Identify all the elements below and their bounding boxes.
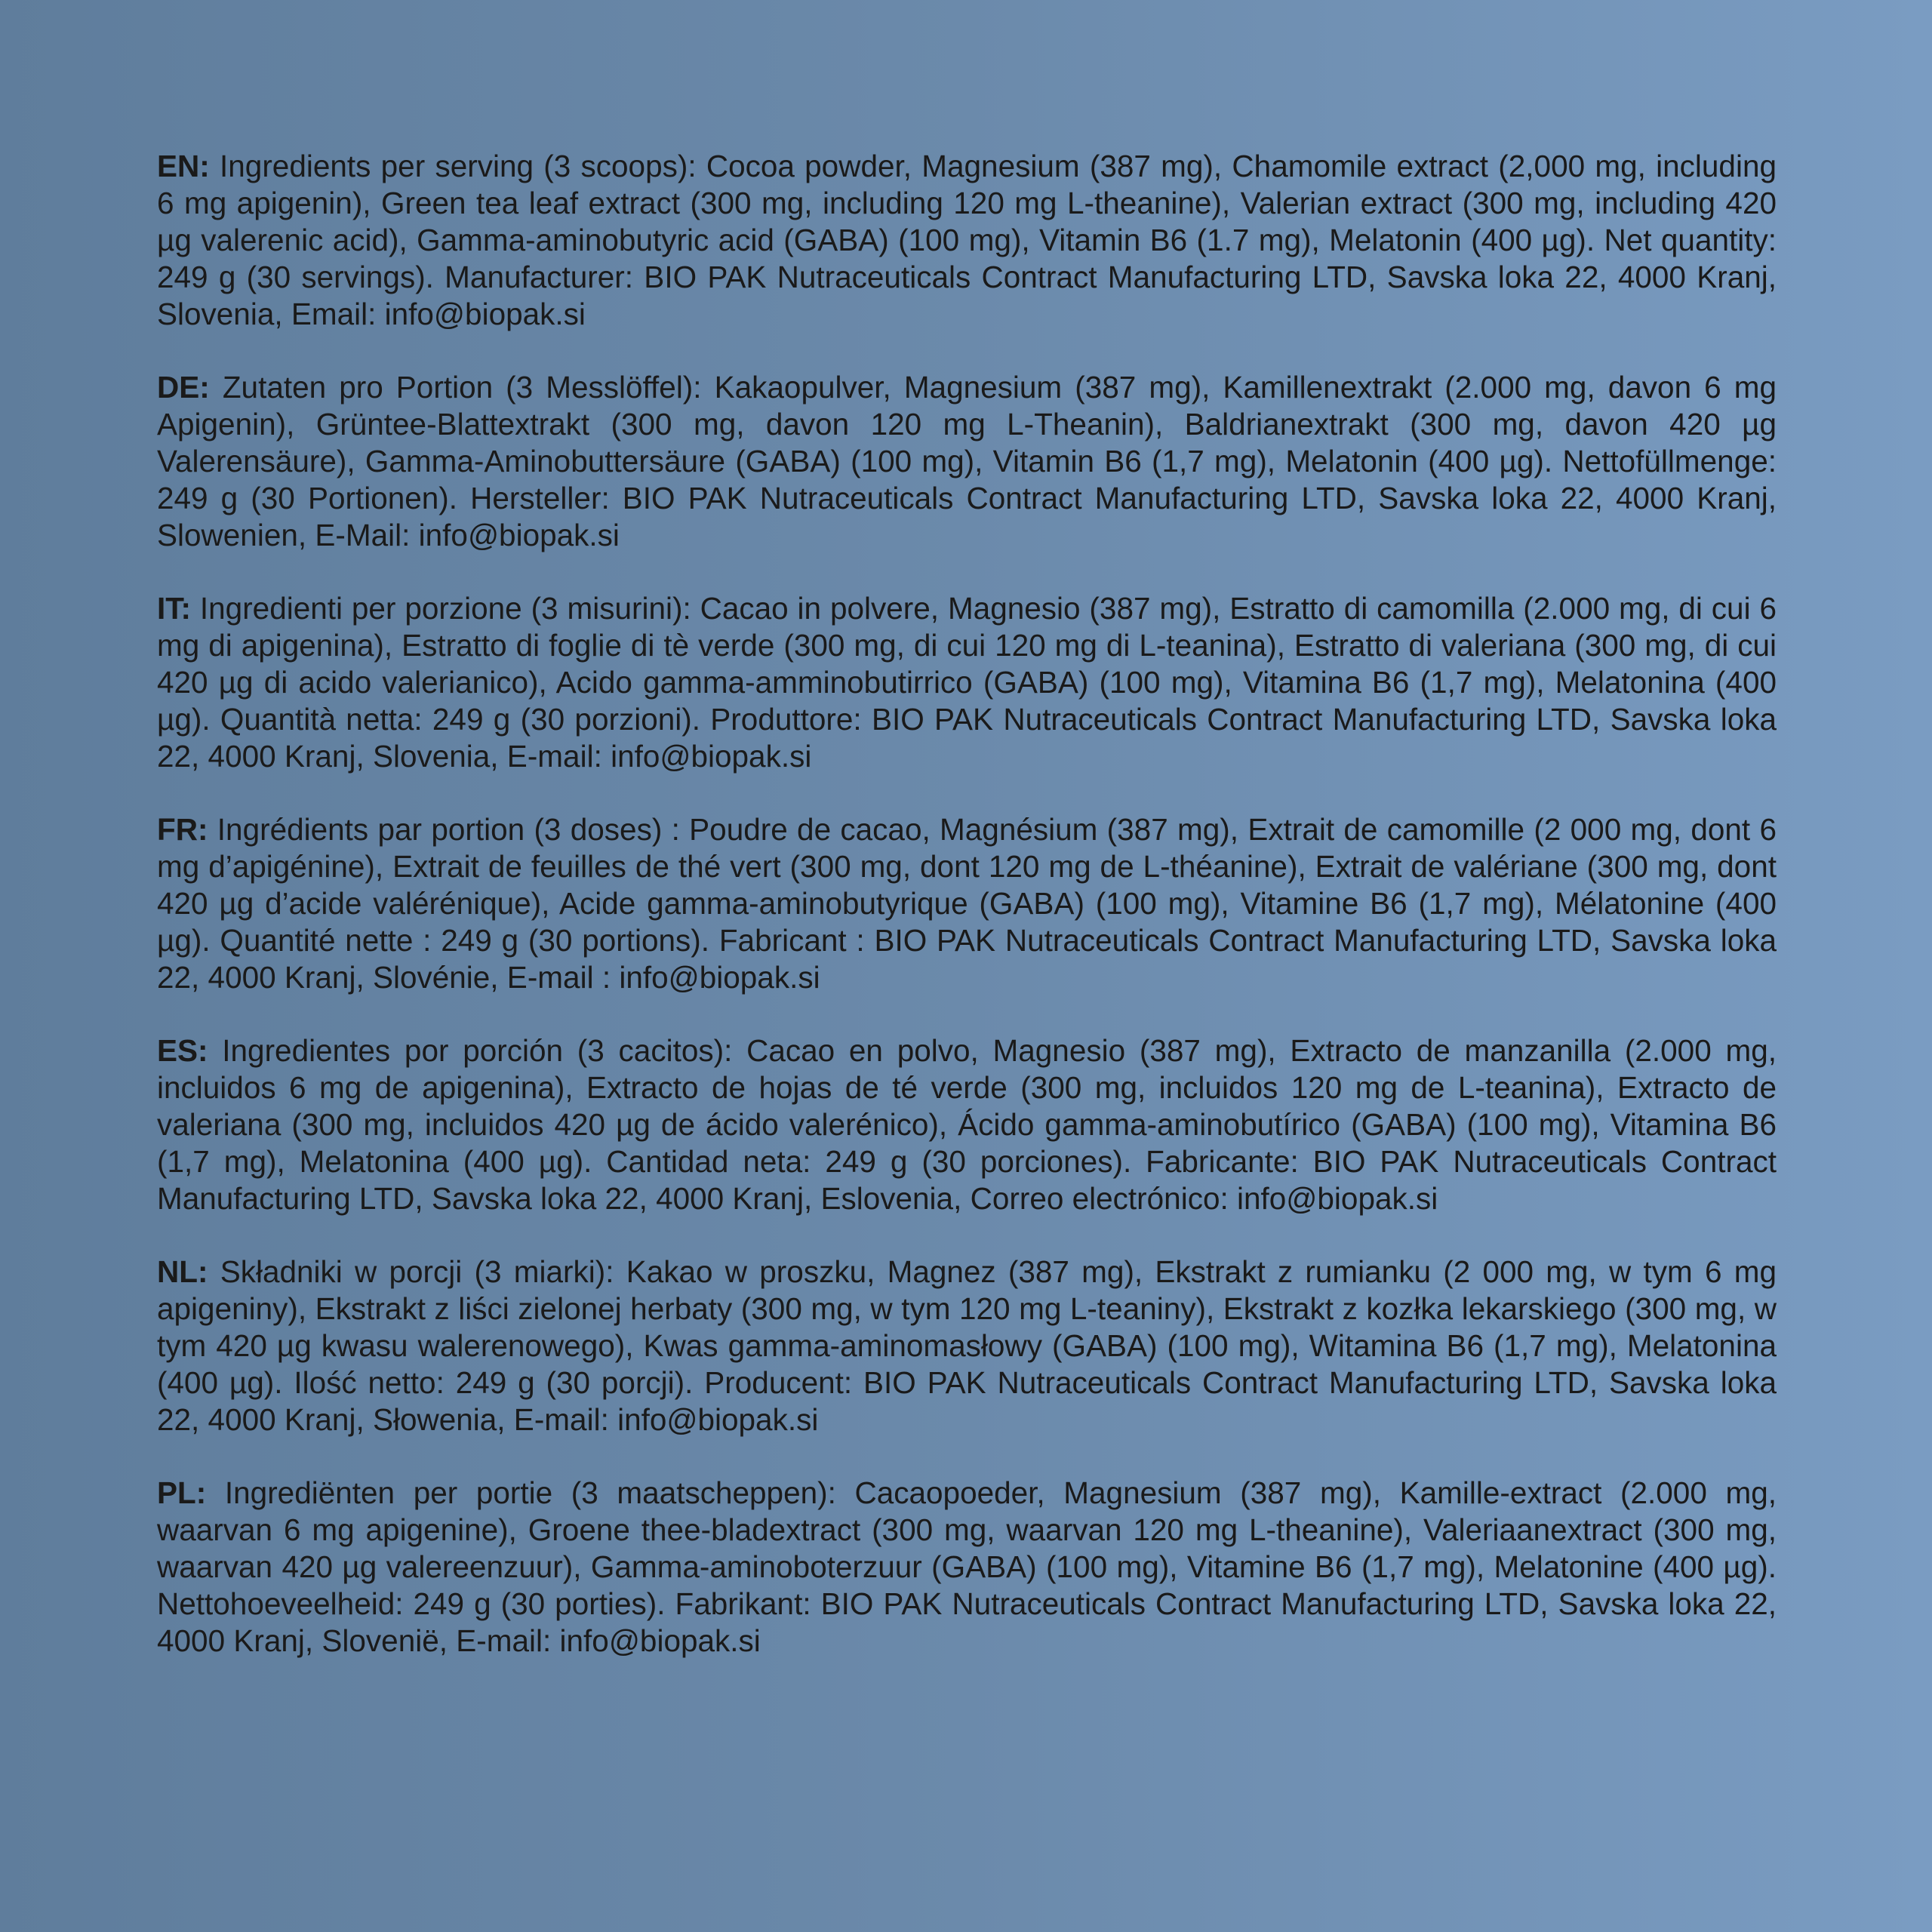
language-code: EN: (157, 149, 210, 183)
language-code: IT: (157, 591, 191, 626)
language-code: ES: (157, 1033, 208, 1068)
ingredients-text: Ingrediënten per portie (3 maatscheppen): Cacaopoeder, Magnesium (387 mg), Kamille-extract (2.000 mg, waarvan 6 mg apigenine), Groene thee-bladextract (300 mg, waarvan 120 mg L-theanine), Valeriaanextract (300 mg, waarvan 420 µg valereenzuur), Gamma-aminoboterzuur (GABA) (100 mg), Vitamine B6 (1,7 mg), Melatonine (400 µg). Nettohoeveelheid: 249 g (30 porties). Fabrikant: BIO PAK Nutraceuticals Contract Manufacturing LTD, Savska loka 22, 4000 Kranj, Slovenië, E-mail: info@biopak.si (157, 1475, 1777, 1658)
ingredients-label (157, 148, 1777, 1696)
ingredients-text: Ingredienti per porzione (3 misurini): Cacao in polvere, Magnesio (387 mg), Estratto di camomilla (2.000 mg, di cui 6 mg di apigenina), Estratto di foglie di tè verde (300 mg, di cui 120 mg di L-teanina), Estratto di valeriana (300 mg, di cui 420 µg di acido valerianico), Acido gamma-amminobutirrico (GABA) (100 mg), Vitamina B6 (1,7 mg), Melatonina (400 µg). Quantità netta: 249 g (30 porzioni). Produttore: BIO PAK Nutraceuticals Contract Manufacturing LTD, Savska loka 22, 4000 Kranj, Slovenia, E-mail: info@biopak.si (157, 591, 1777, 774)
ingredients-text: Ingredients per serving (3 scoops): Cocoa powder, Magnesium (387 mg), Chamomile extract (2,000 mg, including 6 mg apigenin), Green tea leaf extract (300 mg, including 120 mg L-theanine), Valerian extract (300 mg, including 420 µg valerenic acid), Gamma-aminobutyric acid (GABA) (100 mg), Vitamin B6 (1.7 mg), Melatonin (400 µg). Net quantity: 249 g (30 servings). Manufacturer: BIO PAK Nutraceuticals Contract Manufacturing LTD, Savska loka 22, 4000 Kranj, Slovenia, Email: info@biopak.si (157, 149, 1777, 331)
language-code: FR: (157, 812, 208, 847)
ingredients-block-en (157, 148, 1777, 333)
ingredients-block-nl (157, 1254, 1777, 1438)
ingredients-block-it (157, 590, 1777, 775)
language-code: NL: (157, 1254, 208, 1289)
ingredients-block-fr (157, 811, 1777, 996)
ingredients-block-pl (157, 1475, 1777, 1660)
language-code: DE: (157, 370, 210, 405)
ingredients-text: Ingrédients par portion (3 doses) : Poudre de cacao, Magnésium (387 mg), Extrait de camomille (2 000 mg, dont 6 mg d’apigénine), Extrait de feuilles de thé vert (300 mg, dont 120 mg de L-théanine), Extrait de valériane (300 mg, dont 420 µg d’acide valérénique), Acide gamma-aminobutyrique (GABA) (100 mg), Vitamine B6 (1,7 mg), Mélatonine (400 µg). Quantité nette : 249 g (30 portions). Fabricant : BIO PAK Nutraceuticals Contract Manufacturing LTD, Savska loka 22, 4000 Kranj, Slovénie, E-mail : info@biopak.si (157, 812, 1777, 995)
ingredients-text: Składniki w porcji (3 miarki): Kakao w proszku, Magnez (387 mg), Ekstrakt z rumianku (2 000 mg, w tym 6 mg apigeniny), Ekstrakt z liści zielonej herbaty (300 mg, w tym 120 mg L-teaniny), Ekstrakt z kozłka lekarskiego (300 mg, w tym 420 µg kwasu walerenowego), Kwas gamma-aminomasłowy (GABA) (100 mg), Witamina B6 (1,7 mg), Melatonina (400 µg). Ilość netto: 249 g (30 porcji). Producent: BIO PAK Nutraceuticals Contract Manufacturing LTD, Savska loka 22, 4000 Kranj, Słowenia, E-mail: info@biopak.si (157, 1254, 1777, 1437)
ingredients-text: Ingredientes por porción (3 cacitos): Cacao en polvo, Magnesio (387 mg), Extracto de manzanilla (2.000 mg, incluidos 6 mg de apigenina), Extracto de hojas de té verde (300 mg, incluidos 120 mg de L-teanina), Extracto de valeriana (300 mg, incluidos 420 µg de ácido valerénico), Ácido gamma-aminobutírico (GABA) (100 mg), Vitamina B6 (1,7 mg), Melatonina (400 µg). Cantidad neta: 249 g (30 porciones). Fabricante: BIO PAK Nutraceuticals Contract Manufacturing LTD, Savska loka 22, 4000 Kranj, Eslovenia, Correo electrónico: info@biopak.si (157, 1033, 1777, 1216)
ingredients-block-de (157, 369, 1777, 554)
ingredients-block-es (157, 1032, 1777, 1217)
ingredients-text: Zutaten pro Portion (3 Messlöffel): Kakaopulver, Magnesium (387 mg), Kamillenextrakt (2.000 mg, davon 6 mg Apigenin), Grüntee-Blattextrakt (300 mg, davon 120 mg L-Theanin), Baldrianextrakt (300 mg, davon 420 µg Valerensäure), Gamma-Aminobuttersäure (GABA) (100 mg), Vitamin B6 (1,7 mg), Melatonin (400 µg). Nettofüllmenge: 249 g (30 Portionen). Hersteller: BIO PAK Nutraceuticals Contract Manufacturing LTD, Savska loka 22, 4000 Kranj, Slowenien, E-Mail: info@biopak.si (157, 370, 1777, 552)
language-code: PL: (157, 1475, 207, 1510)
